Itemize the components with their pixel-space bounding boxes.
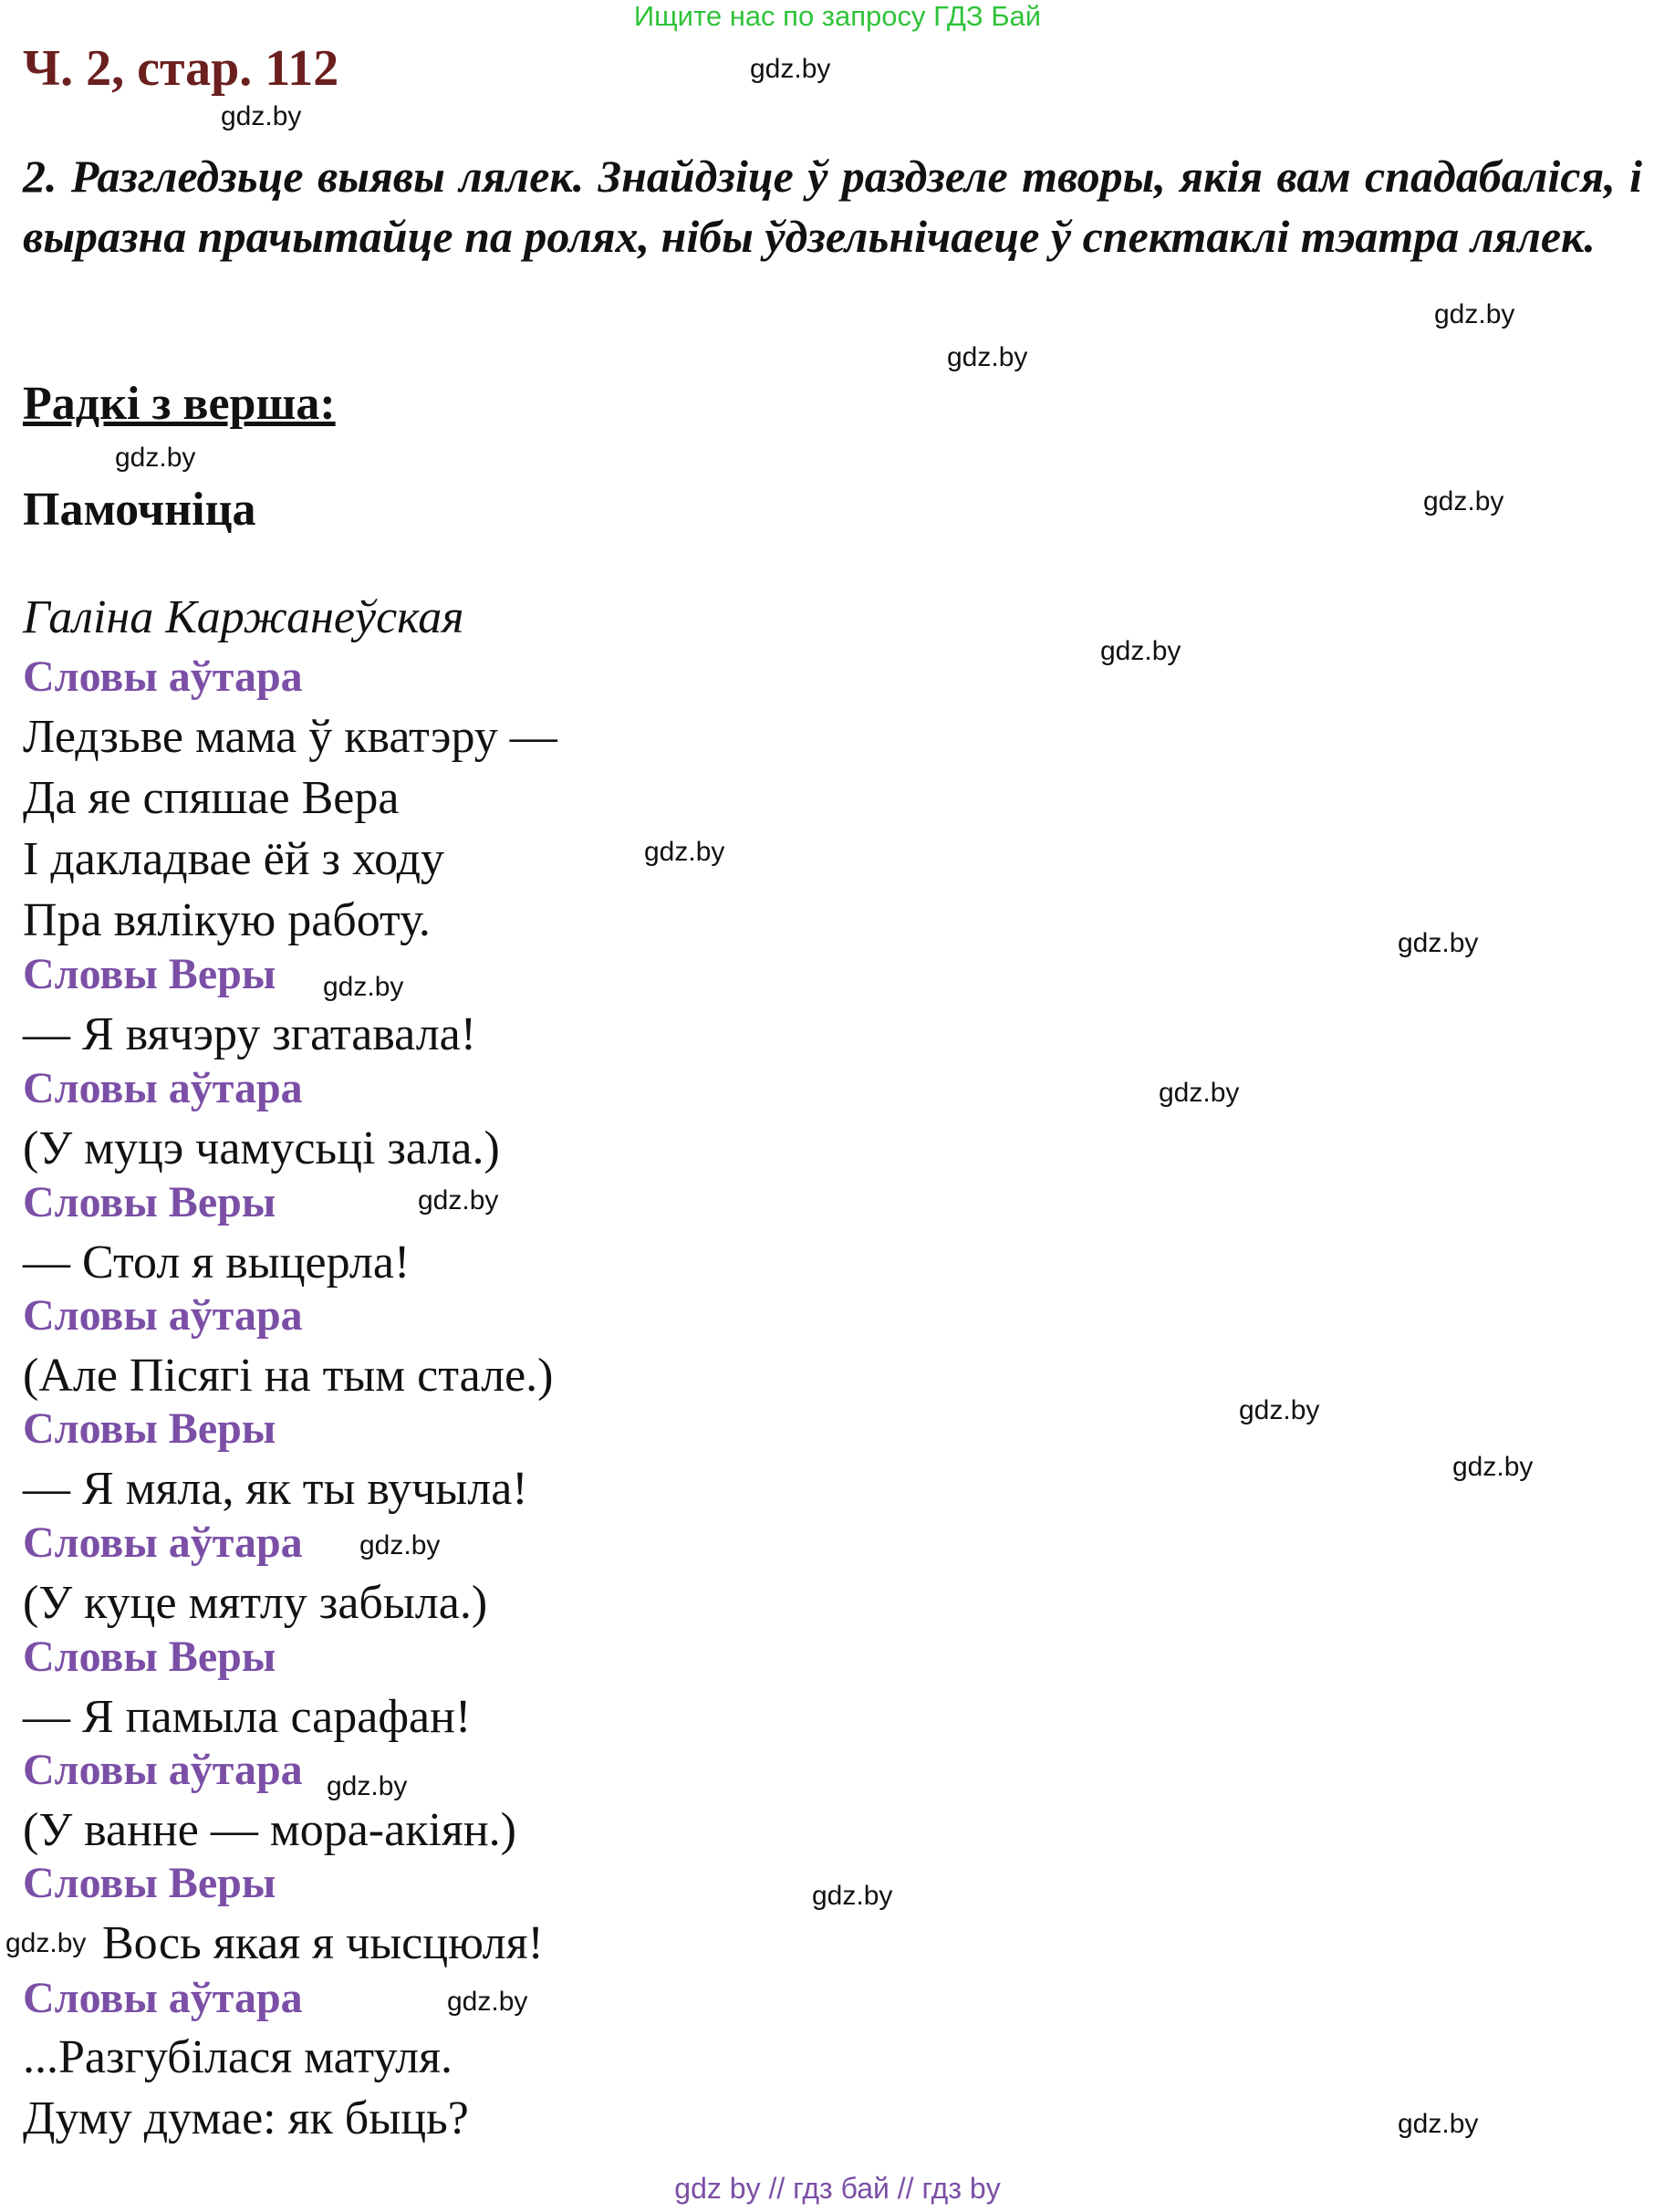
watermark: gdz.by — [221, 101, 302, 131]
speaker-label: Словы Веры — [23, 1859, 276, 1907]
speaker-label: Словы аўтара — [23, 1746, 303, 1794]
poem-line: — Я мяла, як ты вучыла! — [23, 1463, 528, 1515]
watermark: gdz.by — [1434, 299, 1515, 329]
poem-line: Ледзьве мама ў кватэру — — [23, 711, 557, 763]
watermark: gdz.by — [644, 837, 725, 867]
speaker-label: Словы аўтара — [23, 1974, 303, 2022]
watermark: gdz.by — [1398, 928, 1479, 958]
speaker-label: Словы аўтара — [23, 652, 303, 701]
watermark: gdz.by — [327, 1771, 408, 1801]
speaker-label: Словы Веры — [23, 1633, 276, 1681]
poem-line: ...Разгубілася матуля. — [23, 2031, 453, 2083]
watermark: gdz.by — [323, 972, 404, 1002]
poem-line: Вось якая я чысцюля! — [102, 1917, 544, 1969]
page-header: Ч. 2, стар. 112 — [23, 40, 339, 97]
top-banner: Ищите нас по запросу ГДЗ Бай — [633, 0, 1042, 32]
speaker-label: Словы аўтара — [23, 1518, 303, 1567]
speaker-label: Словы Веры — [23, 950, 276, 998]
poem-line: (У куце мятлу забыла.) — [23, 1577, 488, 1629]
speaker-label: Словы аўтара — [23, 1291, 303, 1340]
watermark: gdz.by — [1423, 486, 1504, 516]
watermark: gdz.by — [418, 1185, 499, 1216]
watermark: gdz.by — [1398, 2109, 1479, 2139]
poem-line: Думу думае: як быць? — [23, 2092, 469, 2144]
speaker-label: Словы аўтара — [23, 1064, 303, 1112]
section-title: Радкі з верша: — [23, 378, 336, 430]
watermark: gdz.by — [750, 54, 831, 84]
task-text: 2. Разгледзьце выявы лялек. Знайдзіце ў раздзеле творы, якія вам спадабаліся, і выразна прачытайце па ролях, нібы ўдзельнічаеце ў спектаклі тэатра лялек. — [23, 151, 1642, 262]
watermark: gdz.by — [1452, 1452, 1534, 1482]
poem-line: (Але Пісягі на тым стале.) — [23, 1350, 554, 1402]
poem-line: (У муцэ чамусьці зала.) — [23, 1122, 500, 1174]
poem-line: Пра вялікую работу. — [23, 894, 431, 946]
poem-line: Да яе спяшае Вера — [23, 772, 400, 824]
poem-line: — Я памыла сарафан! — [23, 1691, 472, 1743]
poem-line: — Я вячэру згатавала! — [23, 1008, 477, 1060]
watermark: gdz.by — [947, 342, 1028, 372]
watermark: gdz.by — [447, 1987, 528, 2017]
footer-watermark: gdz by // гдз бай // гдз by — [674, 2172, 1001, 2205]
poem-author: Галіна Каржанеўская — [23, 591, 464, 643]
poem-line: І дакладвае ёй з ходу — [23, 833, 445, 885]
poem-line: (У ванне — мора-акіян.) — [23, 1804, 516, 1856]
watermark: gdz.by — [5, 1928, 87, 1958]
watermark: gdz.by — [812, 1881, 893, 1911]
watermark: gdz.by — [1100, 636, 1181, 666]
poem-title: Памочніца — [23, 484, 256, 536]
watermark: gdz.by — [1159, 1078, 1240, 1108]
watermark: gdz.by — [115, 443, 196, 473]
speaker-label: Словы Веры — [23, 1178, 276, 1226]
speaker-label: Словы Веры — [23, 1404, 276, 1453]
watermark: gdz.by — [1239, 1395, 1320, 1425]
poem-line: — Стол я выцерла! — [23, 1236, 411, 1289]
watermark: gdz.by — [359, 1530, 441, 1560]
